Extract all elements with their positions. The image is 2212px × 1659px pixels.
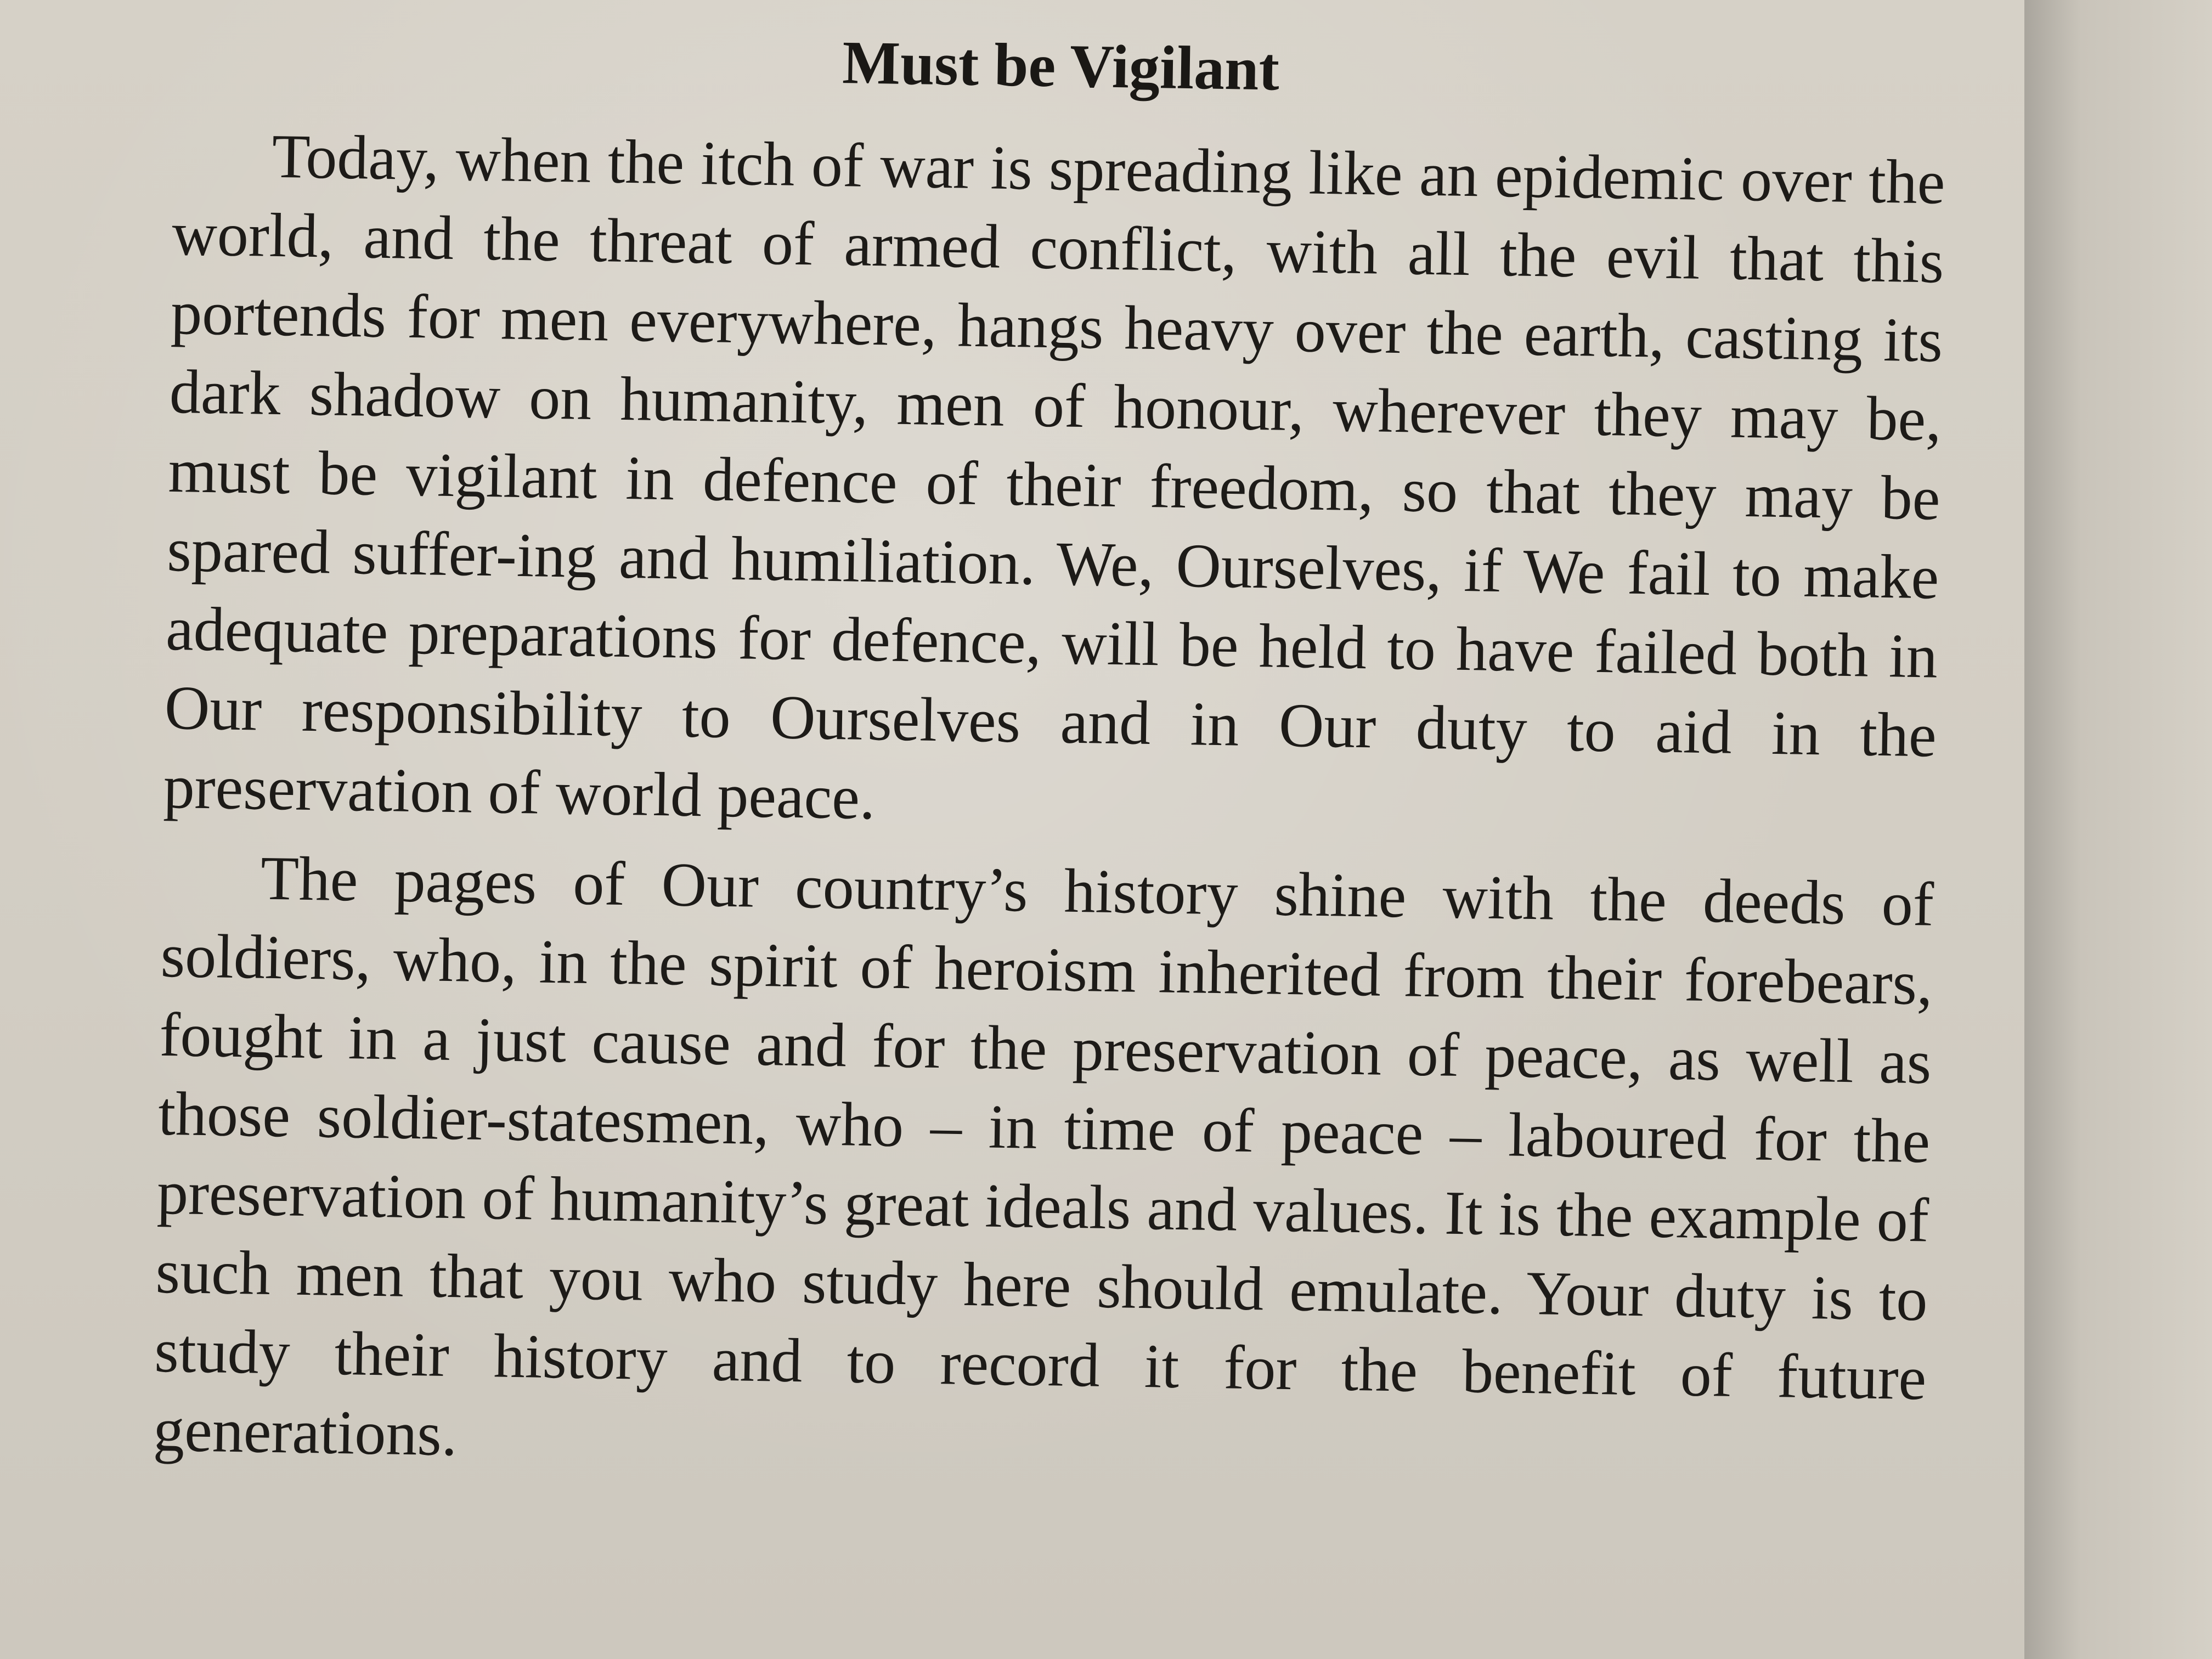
paragraph-1: Today, when the itch of war is spreading like an epidemic over the world, and the threat of armed conflict, with all the evil that this portends for men everywhere, hangs heavy over the earth, casting its dark shadow on humanity, men of honour, wherever they may be, must be vigilant in defence of their freedom, so that they may be spared suffer-ing and humiliation. We, Ourselves, if We fail to make adequate preparations for defence, will be held to have failed both in Our responsibility to Ourselves and in Our duty to aid in the preservation of world peace.: [162, 121, 1946, 833]
adjacent-page-edge: [2024, 0, 2212, 1659]
text-block: [153, 11, 1947, 1497]
paragraph-2: The pages of Our country’s history shine with the deeds of soldiers, who, in the spirit of heroism inherited from their forebears, fought in a just cause and for the preservation of peace, as well as those soldier-statesmen, who – in time of peace – laboured for the preservation of humanity’s great ideals and values. It is the example of such men that you who study here should emulate. Your duty is to study their history and to record it for the benefit of future generations.: [153, 843, 1934, 1469]
section-title: Must be Vigilant: [842, 29, 1280, 104]
